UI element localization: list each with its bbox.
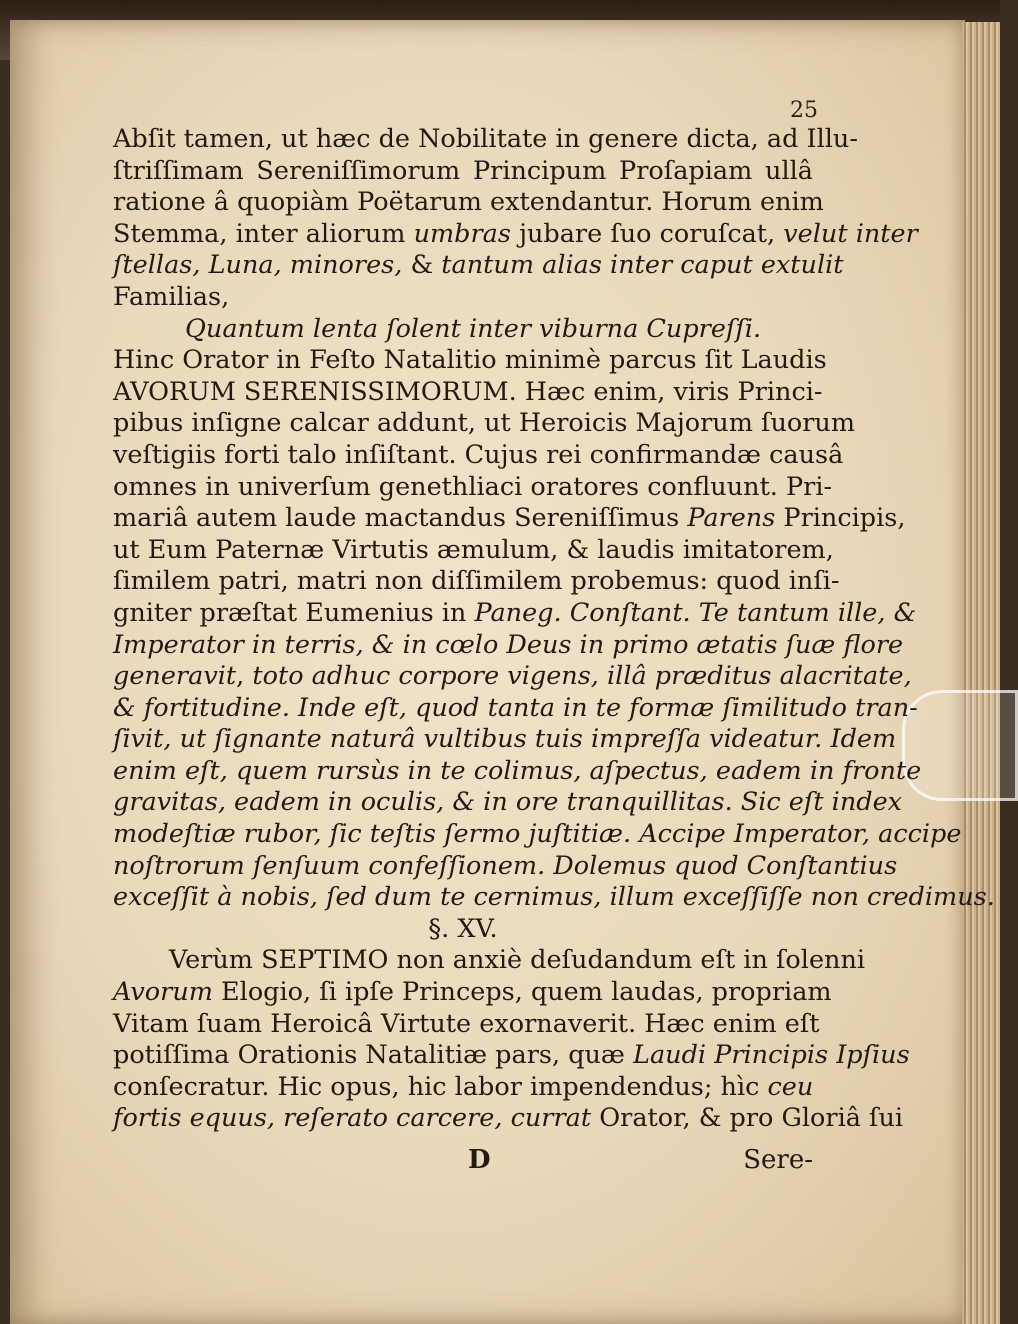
text-segment: Verùm SEPTIMO non anxiè deſudandum eſt in ſolenni <box>169 945 866 976</box>
text-segment: Vitam ſuam Heroicâ Virtute exornaverit. Hæc enim eſt <box>113 1008 820 1039</box>
text-line <box>113 124 858 156</box>
page-number: 25 <box>790 98 818 123</box>
catchword: Sere- <box>743 1145 813 1175</box>
italic-segment: Quantum lenta ſolent inter viburna Cupreſſi. <box>185 313 762 344</box>
body-text <box>113 124 995 1135</box>
italic-segment: Paneg. Conſtant. Te tantum ille, & <box>474 597 917 628</box>
text-line <box>113 282 813 314</box>
text-segment: & <box>402 250 442 281</box>
italic-segment: toto adhuc corpore vigens, illâ præditus alacritate, <box>252 661 912 692</box>
text-segment: Principis, <box>775 503 906 534</box>
italic-segment: fortis equus, reſerato carcere, currat <box>113 1103 592 1134</box>
italic-segment: tantum alias inter caput extulit <box>441 250 844 281</box>
text-line <box>113 314 813 346</box>
text-line <box>113 471 833 504</box>
text-line <box>113 218 918 251</box>
text-line <box>113 1072 813 1104</box>
text-line <box>113 787 903 819</box>
text-line <box>113 850 898 883</box>
text-line <box>113 692 918 725</box>
text-line <box>113 187 824 219</box>
text-segment: Familias, <box>113 281 230 312</box>
italic-segment: modeſtiæ rubor, ſic teſtis ſermo juſtitiæ. Accipe Imperator, accipe <box>113 819 962 850</box>
text-line <box>113 1008 820 1041</box>
text-segment: Stemma, inter aliorum <box>113 218 414 249</box>
text-segment: pibus inſigne calcar addunt, ut Heroicis Majorum ſuorum <box>113 408 856 439</box>
text-segment: veſtigiis forti talo inſiſtant. Cujus rei confirmandæ causâ <box>113 439 844 470</box>
text-segment: mariâ autem laude mactandus Sereniſſimus <box>113 503 688 534</box>
text-line <box>113 439 844 472</box>
italic-segment: Avorum <box>113 977 213 1008</box>
text-line <box>113 345 827 377</box>
italic-segment: ſtellas, Luna, minores, <box>113 250 403 281</box>
text-segment: jubare ſuo coruſcat, <box>510 218 784 249</box>
text-segment: Orator, & pro Gloriâ ſui <box>591 1103 904 1134</box>
text-line <box>113 629 904 662</box>
italic-segment: noſtrorum ſenſuum confeſſionem. Dolemus quod Conſtantius <box>113 850 898 881</box>
text-line <box>113 156 813 188</box>
page-fore-edge <box>962 22 1000 1324</box>
text-line <box>113 1040 910 1072</box>
text-line <box>113 945 866 977</box>
italic-segment: Laudi Principis Ipſius <box>633 1040 910 1071</box>
text-line <box>113 376 823 409</box>
italic-segment: ſivit, ut ſignante naturâ vultibus tuis impreſſa videatur. Idem <box>113 724 897 755</box>
text-segment: , <box>236 661 253 692</box>
text-segment: Elogio, ſi ipſe Princeps, quem laudas, propriam <box>212 977 832 1008</box>
text-line <box>113 755 922 788</box>
italic-segment: ceu <box>767 1071 814 1102</box>
italic-segment: Parens <box>687 503 776 534</box>
text-segment: ratione â quopiàm Poëtarum extendantur. Horum enim <box>113 187 824 218</box>
text-segment: ſtriſſimam Sereniſſimorum Principum Proſapiam ullâ <box>113 155 813 186</box>
italic-segment: gravitas, eadem in oculis, & in ore tranquillitas. Sic eſt index <box>113 787 903 818</box>
italic-segment: enim eſt, quem rursùs in te colimus, aſpectus, eadem in fronte <box>113 755 922 786</box>
text-segment: ut Eum Paternæ Virtutis æmulum, & laudis imitatorem, <box>113 534 834 565</box>
text-line <box>113 819 962 851</box>
text-line <box>113 661 912 693</box>
text-line <box>113 914 813 946</box>
text-line <box>113 408 856 440</box>
text-segment: §. XV. <box>428 913 498 944</box>
text-segment: AVORUM SERENISSIMORUM. Hæc enim, viris Princi- <box>113 376 823 407</box>
text-segment: conſecratur. Hic opus, hic labor impendendus; hìc <box>113 1071 768 1102</box>
text-segment: ſimilem patri, matri non diſſimilem probemus: quod inſi- <box>113 566 840 597</box>
italic-segment: velut inter <box>783 218 918 249</box>
text-line <box>113 503 906 535</box>
text-segment: gniter præſtat Eumenius in <box>113 597 475 628</box>
text-segment: potiſſima Orationis Natalitiæ pars, quæ <box>113 1040 634 1071</box>
text-line <box>113 250 844 282</box>
italic-segment: umbras <box>413 218 511 249</box>
text-line <box>113 1103 904 1135</box>
text-segment: omnes in univerſum genethliaci oratores confluunt. Pri- <box>113 471 833 502</box>
text-line <box>113 977 832 1009</box>
text-line <box>113 534 834 567</box>
text-segment: Abſit tamen, ut hæc de Nobilitate in genere dicta, ad Illu- <box>113 124 858 154</box>
text-line <box>113 597 917 630</box>
text-line <box>113 566 840 598</box>
text-line <box>113 724 897 756</box>
italic-segment: & fortitudine. Inde eſt, quod tanta in te formæ ſimilitudo tran- <box>113 692 918 723</box>
italic-segment: exceſſit à nobis, ſed dum te cernimus, illum exceſſiſſe non credimus. <box>113 882 995 913</box>
italic-segment: Imperator in terris, & in cœlo Deus in primo ætatis ſuæ flore <box>113 629 904 660</box>
italic-segment: generavit <box>113 661 237 692</box>
page-footer <box>113 1145 813 1179</box>
text-segment: Hinc Orator in Feſto Natalitio minimè parcus ſit Laudis <box>113 345 827 376</box>
text-line <box>113 882 995 914</box>
signature-mark: D <box>468 1145 491 1175</box>
